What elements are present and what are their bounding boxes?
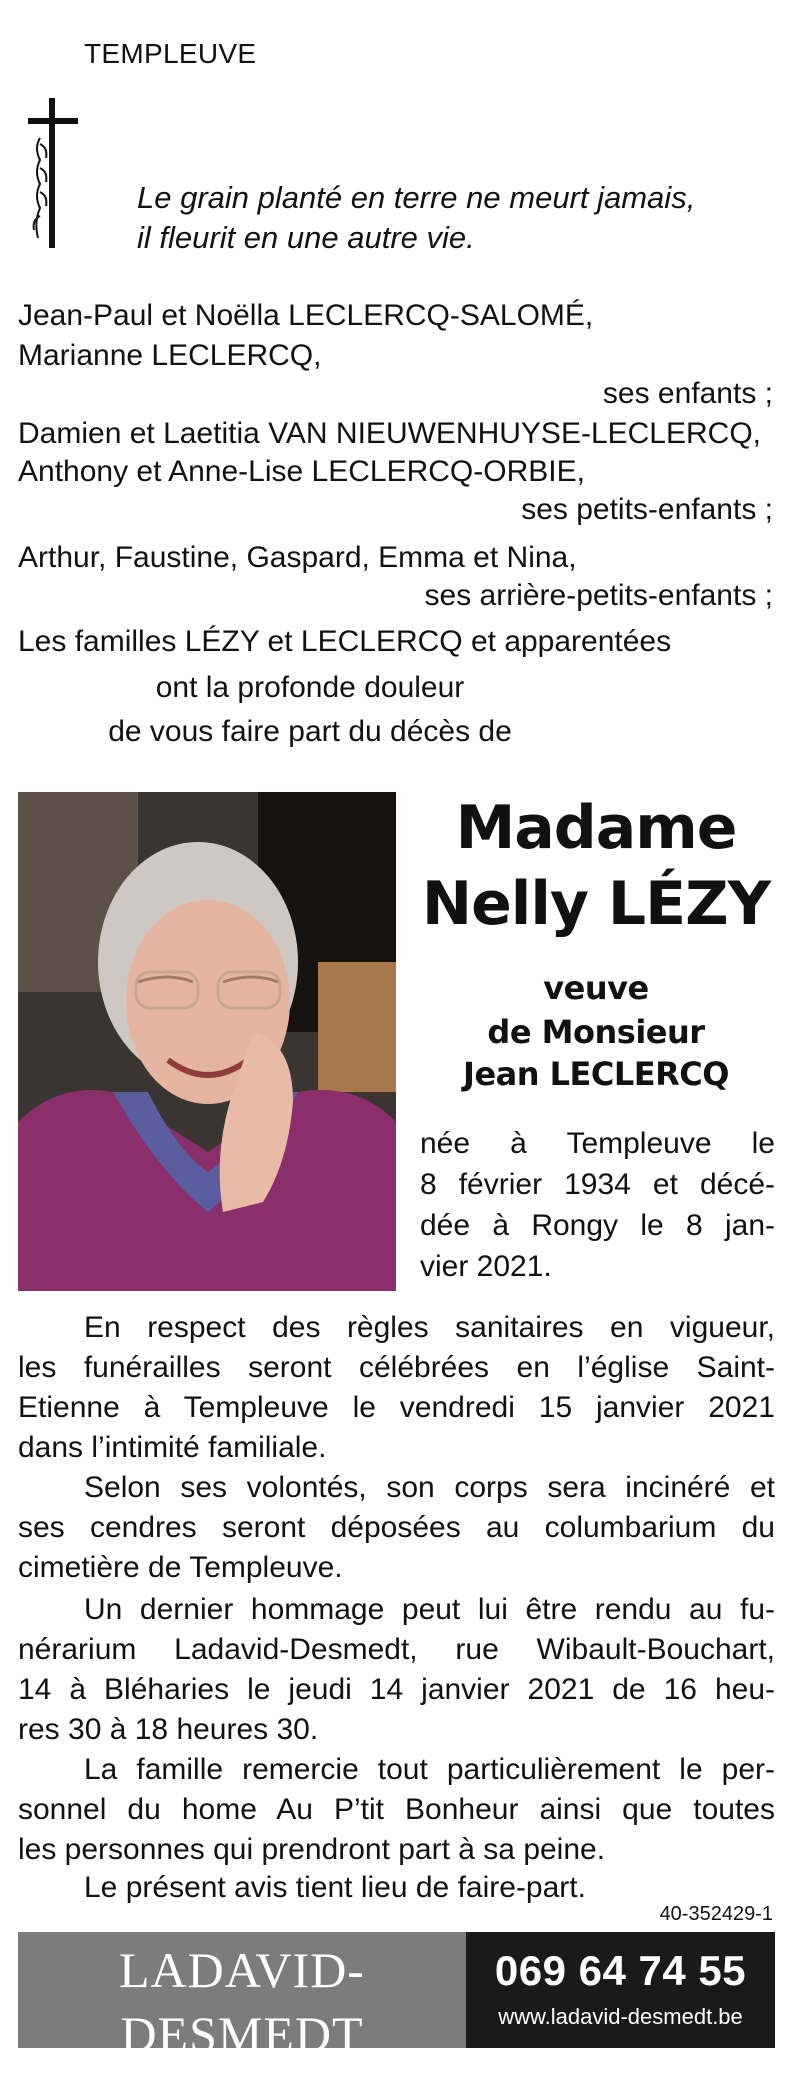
details-line: née à Templeuve le: [420, 1127, 775, 1160]
paragraph-line: les personnes qui prendront part à sa peine.: [18, 1833, 606, 1866]
phone-number: 069 64 74 55: [494, 1947, 747, 1994]
funeral-home-banner: [18, 1932, 775, 2095]
funeral-home-subtitle: Centres funéraires Rumes - Bléharies: [55, 2068, 429, 2095]
details-line: vier 2021.: [420, 1250, 552, 1283]
details-line: 8 février 1934 et décé-: [420, 1168, 775, 1201]
paragraph-line: Un dernier hommage peut lui être rendu au fu-: [84, 1593, 775, 1626]
family-line: Damien et Laetitia VAN NIEUWENHUYSE-LECLERCQ,: [18, 417, 761, 450]
funeral-home-contact: [466, 1932, 775, 2048]
portrait-photo: [18, 792, 396, 1291]
widow-line: de Monsieur: [487, 1013, 705, 1051]
notice-paragraph: [18, 1868, 775, 1908]
family-line: Jean-Paul et Noëlla LECLERCQ-SALOMÉ,: [18, 299, 594, 332]
paragraph-line: nérarium Ladavid-Desmedt, rue Wibault-Bouchart,: [18, 1633, 775, 1666]
paragraph-line: dans l’intimité familiale.: [18, 1431, 327, 1464]
town-heading: TEMPLEUVE: [84, 38, 257, 69]
deceased-title: Madame: [455, 793, 737, 863]
paragraph-line: res 30 à 18 heures 30.: [18, 1713, 319, 1746]
family-role: ses petits-enfants ;: [521, 493, 773, 526]
paragraph-line: ses cendres seront déposées au columbarium du: [18, 1511, 775, 1544]
reference-number: 40-352429-1: [659, 1903, 773, 1925]
family-line: Arthur, Faustine, Gaspard, Emma et Nina,: [18, 541, 577, 574]
paragraph-line: Selon ses volontés, son corps sera incinéré et: [84, 1471, 775, 1504]
family-role: ses enfants ;: [602, 377, 773, 410]
announcement-line: ont la profonde douleur: [155, 671, 465, 704]
paragraph-line: les funérailles seront célébrées en l’église Saint-: [18, 1351, 775, 1384]
widow-line: veuve: [543, 969, 649, 1007]
verse: [137, 178, 695, 258]
paragraph-line: Le présent avis tient lieu de faire-part.: [84, 1871, 586, 1904]
family-line: Anthony et Anne-Lise LECLERCQ-ORBIE,: [18, 455, 585, 488]
verse-line: il fleurit en une autre vie.: [137, 220, 475, 255]
paragraph-line: sonnel du home Au P’tit Bonheur ainsi que toutes: [18, 1793, 775, 1826]
details-line: dée à Rongy le 8 jan-: [420, 1209, 775, 1242]
website-link[interactable]: www.ladavid-desmedt.be: [498, 2004, 743, 2029]
deceased-name: Nelly LÉZY: [421, 869, 771, 939]
family-line: Les familles LÉZY et LECLERCQ et apparentées: [18, 625, 672, 658]
cross-icon: [18, 98, 88, 248]
announcement-line: de vous faire part du décès de: [108, 715, 512, 748]
thanks-paragraph: [18, 1750, 775, 1870]
funeral-home-name: LADAVID-DESMEDT: [119, 1942, 365, 2062]
family-role: ses arrière-petits-enfants ;: [424, 579, 773, 612]
tribute-paragraph: [18, 1590, 775, 1750]
paragraph-line: Etienne à Templeuve le vendredi 15 janvier 2021: [18, 1391, 775, 1424]
cremation-paragraph: [18, 1468, 775, 1588]
birth-death-details: [420, 1123, 775, 1287]
widow-line: Jean LECLERCQ: [463, 1055, 729, 1093]
paragraph-line: cimetière de Templeuve.: [18, 1551, 343, 1584]
funeral-paragraph: [18, 1308, 775, 1468]
paragraph-line: En respect des règles sanitaires en vigueur,: [84, 1311, 775, 1344]
paragraph-line: La famille remercie tout particulièrement le per-: [84, 1753, 775, 1786]
paragraph-line: 14 à Bléharies le jeudi 14 janvier 2021 de 16 heu-: [18, 1673, 775, 1706]
family-line: Marianne LECLERCQ,: [18, 339, 322, 372]
funeral-home-logo: [18, 1932, 466, 2095]
verse-line: Le grain planté en terre ne meurt jamais,: [137, 180, 696, 215]
